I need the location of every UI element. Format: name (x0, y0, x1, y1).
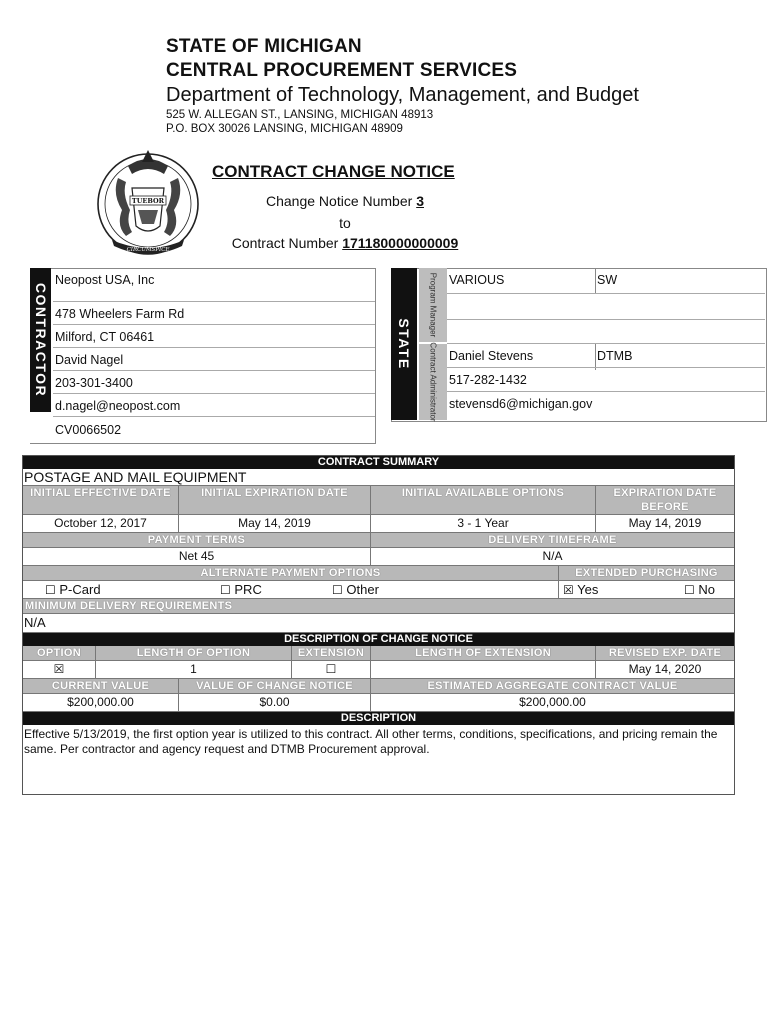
no-checkbox[interactable]: ☐ (684, 583, 695, 597)
h-option: OPTION (23, 646, 95, 660)
initial-effective-date: October 12, 2017 (54, 516, 147, 530)
h-min-delivery: MINIMUM DELIVERY REQUIREMENTS (23, 599, 734, 613)
option-cell (23, 661, 95, 678)
h-delivery: DELIVERY TIMEFRAME (370, 533, 734, 547)
program-manager-role: Program Manager (419, 268, 447, 342)
extended-purchasing (558, 581, 734, 598)
description-bar: DESCRIPTION (23, 711, 734, 725)
h-expiration-before: EXPIRATION DATE BEFORE (595, 486, 734, 514)
header-department: Department of Technology, Management, and Budget (166, 84, 639, 106)
commodity-title: POSTAGE AND MAIL EQUIPMENT (24, 469, 247, 485)
pm-row (447, 268, 765, 294)
description-text: Effective 5/13/2019, the first option year is utilized to this contract. All other terms, conditions, specifications, and pricing remain the same. Per contractor and agency request and DTMB Procurement approval. (24, 727, 718, 756)
contractor-contact: David Nagel (53, 349, 375, 371)
header-agency: CENTRAL PROCUREMENT SERVICES (166, 60, 518, 81)
ca-phone: 517-282-1432 (449, 373, 527, 387)
h-aggregate: ESTIMATED AGGREGATE CONTRACT VALUE (370, 679, 734, 693)
contractor-email: d.nagel@neopost.com (53, 395, 375, 417)
revised-exp-date: May 14, 2020 (595, 661, 734, 678)
yes-option[interactable]: ☒ Yes (563, 582, 599, 597)
ca-agency: DTMB (597, 349, 633, 363)
min-delivery: N/A (24, 615, 46, 630)
svg-text:CIRCUMSPICE: CIRCUMSPICE (126, 247, 170, 253)
ca-phone-row (447, 368, 765, 392)
contract-summary-table (22, 455, 735, 795)
pm-blank-row-2 (447, 320, 765, 344)
h-initial-effective: INITIAL EFFECTIVE DATE (23, 486, 178, 514)
change-notice-number: 3 (416, 193, 424, 209)
contractor-side-label: CONTRACTOR (30, 268, 51, 412)
ca-email-row (447, 392, 765, 416)
change-notice-label: Change Notice Number (266, 193, 417, 209)
length-of-extension (370, 661, 595, 678)
change-notice-bar: DESCRIPTION OF CHANGE NOTICE (23, 632, 734, 646)
extension-checkbox[interactable]: ☐ (325, 662, 337, 676)
pm-blank-row-1 (447, 294, 765, 320)
michigan-seal-icon (92, 144, 204, 260)
other-option[interactable]: ☐ Other (332, 582, 379, 597)
ca-name: Daniel Stevens (449, 349, 534, 363)
current-value: $200,000.00 (67, 695, 134, 709)
pcard-checkbox[interactable]: ☐ (45, 583, 56, 597)
h-extension: EXTENSION (291, 646, 370, 660)
contractor-phone: 203-301-3400 (53, 372, 375, 394)
no-option[interactable]: ☐ No (684, 582, 716, 597)
contract-number: 171180000000009 (342, 235, 459, 251)
h-initial-expiration: INITIAL EXPIRATION DATE (178, 486, 370, 514)
other-checkbox[interactable]: ☐ (332, 583, 343, 597)
h-initial-options: INITIAL AVAILABLE OPTIONS (370, 486, 595, 514)
pm-agency: SW (597, 273, 618, 287)
contract-number-line (200, 235, 490, 251)
pm-name: VARIOUS (449, 273, 505, 287)
h-payment-terms: PAYMENT TERMS (23, 533, 370, 547)
contractor-vendor-id: CV0066502 (55, 423, 122, 437)
contract-summary-bar: CONTRACT SUMMARY (23, 456, 734, 469)
h-extended: EXTENDED PURCHASING (558, 566, 734, 580)
change-notice-line (200, 193, 490, 209)
value-of-change: $0.00 (178, 694, 370, 711)
h-length-option: LENGTH OF OPTION (95, 646, 291, 660)
extension-cell (291, 661, 370, 678)
h-alt-payment: ALTERNATE PAYMENT OPTIONS (23, 566, 558, 580)
ca-row (447, 344, 765, 368)
contract-administrator-role: Contract Administrator (419, 344, 447, 420)
svg-text:TUEBOR: TUEBOR (131, 197, 165, 205)
h-length-extension: LENGTH OF EXTENSION (370, 646, 595, 660)
h-revised-exp: REVISED EXP. DATE (595, 646, 734, 660)
h-value-change: VALUE OF CHANGE NOTICE (178, 679, 370, 693)
notice-to: to (339, 215, 351, 231)
header-address-1: 525 W. ALLEGAN ST., LANSING, MICHIGAN 48913 (166, 109, 434, 121)
expiration-before: May 14, 2019 (595, 515, 734, 532)
prc-checkbox[interactable]: ☐ (220, 583, 231, 597)
prc-option[interactable]: ☐ PRC (220, 582, 262, 597)
yes-checkbox[interactable]: ☒ (563, 583, 574, 597)
delivery-timeframe: N/A (370, 548, 734, 565)
option-checkbox[interactable]: ☒ (53, 662, 65, 676)
initial-expiration-date: May 14, 2019 (178, 515, 370, 532)
pcard-option[interactable]: ☐ P-Card (45, 582, 101, 597)
length-of-option: 1 (95, 661, 291, 678)
state-side-label: STATE (391, 268, 417, 420)
payment-terms: Net 45 (178, 549, 215, 563)
ca-email: stevensd6@michigan.gov (449, 397, 593, 411)
notice-title: CONTRACT CHANGE NOTICE (212, 162, 455, 181)
contract-number-label: Contract Number (231, 235, 343, 251)
contractor-city: Milford, CT 06461 (53, 326, 375, 348)
initial-options: 3 - 1 Year (370, 515, 595, 532)
h-current-value: CURRENT VALUE (23, 679, 178, 693)
header-address-2: P.O. BOX 30026 LANSING, MICHIGAN 48909 (166, 123, 403, 135)
contractor-street: 478 Wheelers Farm Rd (53, 303, 375, 325)
contractor-name: Neopost USA, Inc (53, 268, 375, 302)
aggregate-value: $200,000.00 (370, 694, 734, 711)
header-state: STATE OF MICHIGAN (166, 36, 362, 57)
alt-payment-options (23, 581, 558, 598)
